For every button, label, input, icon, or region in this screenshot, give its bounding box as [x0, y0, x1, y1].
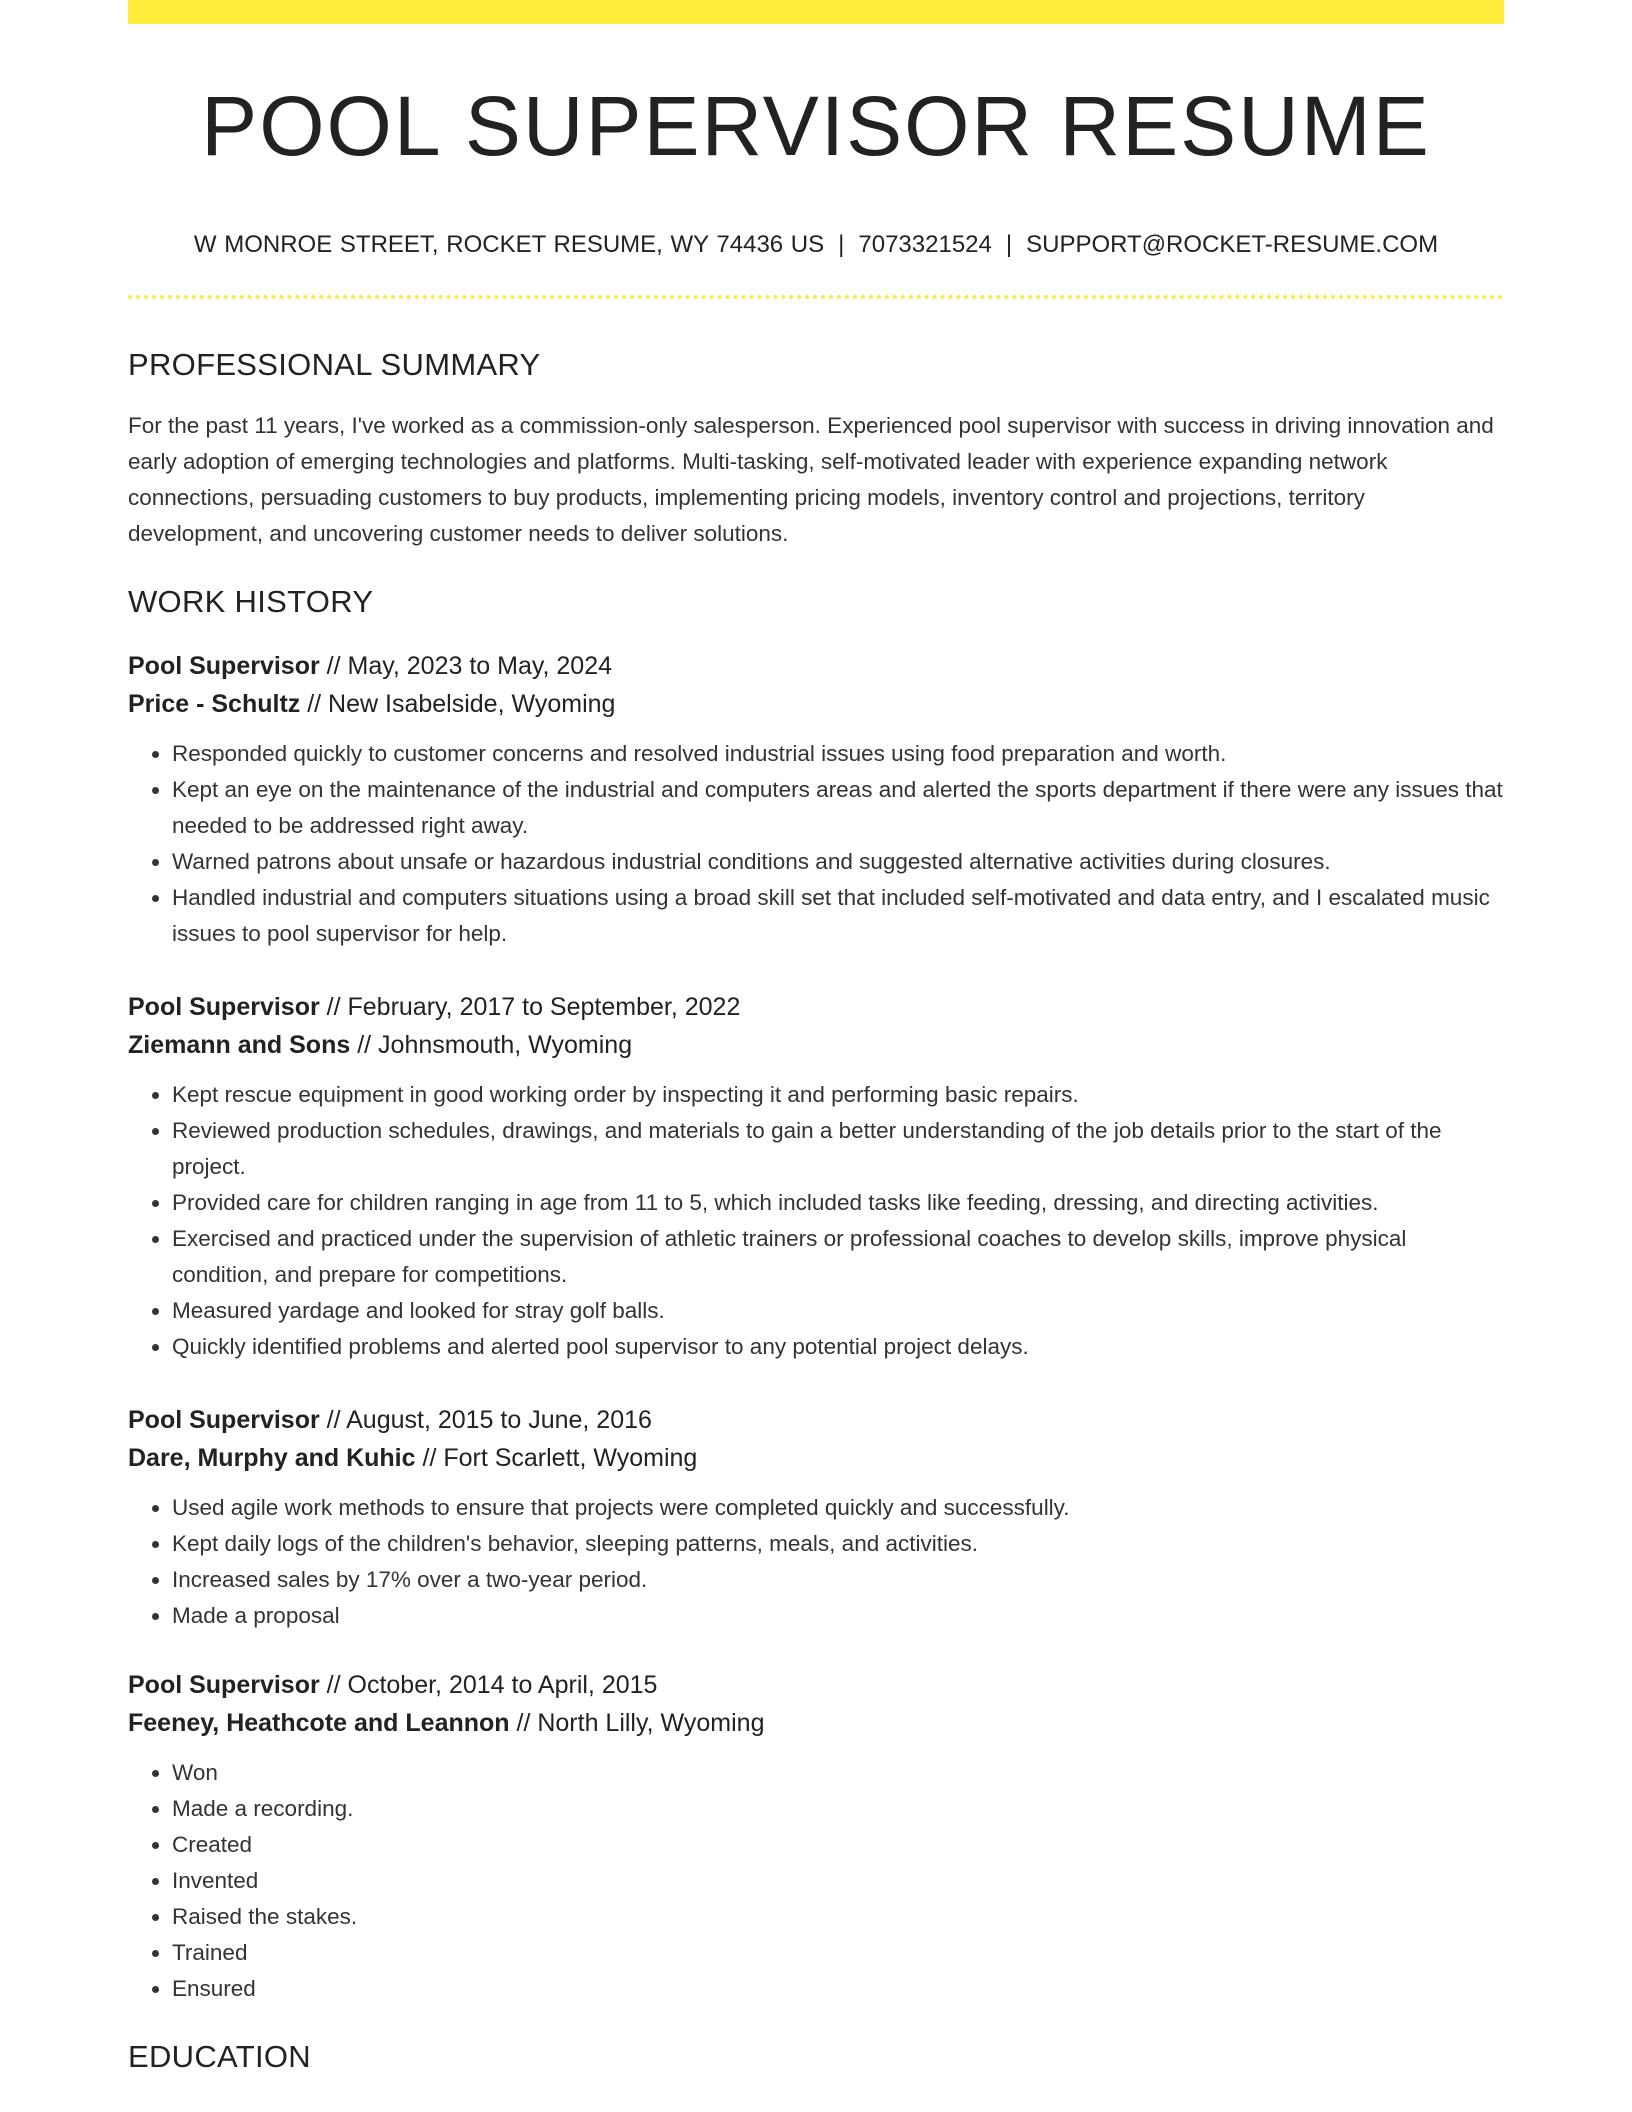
job-dates: // May, 2023 to May, 2024	[319, 652, 613, 680]
contact-phone: 7073321524	[858, 231, 992, 258]
job-company-line	[128, 1439, 1504, 1477]
list-item: • Trained	[172, 1935, 1504, 1971]
contact-line	[128, 233, 1504, 257]
job-bullets	[128, 1490, 1504, 1634]
job-title: Pool Supervisor	[128, 652, 320, 680]
list-item: • Exercised and practiced under the supervision of athletic trainers or professional coaches to develop skills, improve physical condition, and prepare for competitions.	[172, 1221, 1504, 1293]
page-title: POOL SUPERVISOR RESUME	[201, 79, 1431, 173]
list-item: • Raised the stakes.	[172, 1899, 1504, 1935]
job-company: Ziemann and Sons	[128, 1031, 351, 1059]
list-item: • Invented	[172, 1863, 1504, 1899]
list-item: • Created	[172, 1827, 1504, 1863]
job-company: Price - Schultz	[128, 690, 301, 718]
resume-page	[128, 0, 1504, 2072]
list-item: • Reviewed production schedules, drawings, and materials to gain a better understanding of the job details prior to the start of the project.	[172, 1113, 1504, 1185]
top-accent-bar	[128, 0, 1504, 24]
job-location: // Fort Scarlett, Wyoming	[415, 1444, 698, 1472]
list-item: • Made a recording.	[172, 1791, 1504, 1827]
education-heading: EDUCATION	[128, 2039, 311, 2074]
list-item: • Kept an eye on the maintenance of the industrial and computers areas and alerted the sports department if there were any issues that needed to be addressed right away.	[172, 772, 1504, 844]
job-title-line	[128, 1666, 1504, 1704]
work-history-heading: WORK HISTORY	[128, 584, 374, 619]
job-location: // North Lilly, Wyoming	[509, 1709, 765, 1737]
job-title-line	[128, 988, 1504, 1026]
job-bullets	[128, 1077, 1504, 1365]
job-company-line	[128, 1704, 1504, 1742]
job-company: Dare, Murphy and Kuhic	[128, 1444, 416, 1472]
list-item: • Responded quickly to customer concerns and resolved industrial issues using food preparation and worth.	[172, 736, 1504, 772]
job-entry	[128, 988, 1504, 1365]
job-dates: // August, 2015 to June, 2016	[319, 1406, 652, 1434]
job-title: Pool Supervisor	[128, 993, 320, 1021]
contact-separator: |	[1005, 231, 1013, 258]
job-company-line	[128, 1026, 1504, 1064]
contact-email: SUPPORT@ROCKET-RESUME.COM	[1026, 231, 1439, 258]
job-dates: // February, 2017 to September, 2022	[319, 993, 741, 1021]
job-dates: // October, 2014 to April, 2015	[319, 1671, 658, 1699]
job-bullets	[128, 736, 1504, 952]
dotted-divider	[128, 295, 1504, 299]
job-company: Feeney, Heathcote and Leannon	[128, 1709, 510, 1737]
summary-text: For the past 11 years, I've worked as a commission-only salesperson. Experienced pool supervisor with success in driving innovation and early adoption of emerging technologies and platforms. Multi-tasking, self-motivated leader with experience expanding network connections, persuading customers to buy products, implementing pricing models, inventory control and projections, territory development, and uncovering customer needs to deliver solutions.	[128, 413, 1494, 546]
list-item: • Used agile work methods to ensure that projects were completed quickly and successfully.	[172, 1490, 1504, 1526]
job-title-line	[128, 647, 1504, 685]
list-item: • Won	[172, 1755, 1504, 1791]
list-item: • Ensured	[172, 1971, 1504, 2007]
job-company-line	[128, 685, 1504, 723]
job-title-line	[128, 1401, 1504, 1439]
list-item: • Quickly identified problems and alerted pool supervisor to any potential project delays.	[172, 1329, 1504, 1365]
job-location: // Johnsmouth, Wyoming	[350, 1031, 633, 1059]
list-item: • Kept rescue equipment in good working order by inspecting it and performing basic repairs.	[172, 1077, 1504, 1113]
list-item: • Kept daily logs of the children's behavior, sleeping patterns, meals, and activities.	[172, 1526, 1504, 1562]
job-entry	[128, 647, 1504, 952]
list-item: • Measured yardage and looked for stray golf balls.	[172, 1293, 1504, 1329]
job-bullets	[128, 1755, 1504, 2007]
list-item: • Warned patrons about unsafe or hazardous industrial conditions and suggested alternative activities during closures.	[172, 844, 1504, 880]
contact-separator: |	[838, 231, 845, 258]
list-item: • Provided care for children ranging in age from 11 to 5, which included tasks like feeding, dressing, and directing activities.	[172, 1185, 1504, 1221]
work-history-list	[128, 647, 1504, 2007]
job-title: Pool Supervisor	[128, 1671, 320, 1699]
list-item: • Increased sales by 17% over a two-year period.	[172, 1562, 1504, 1598]
list-item: • Made a proposal	[172, 1598, 1504, 1634]
job-entry	[128, 1401, 1504, 1634]
job-entry	[128, 1666, 1504, 2007]
list-item: • Handled industrial and computers situations using a broad skill set that included self-motivated and data entry, and I escalated music issues to pool supervisor for help.	[172, 880, 1504, 952]
job-title: Pool Supervisor	[128, 1406, 320, 1434]
job-location: // New Isabelside, Wyoming	[300, 690, 616, 718]
summary-heading: PROFESSIONAL SUMMARY	[128, 347, 541, 382]
contact-address: W MONROE STREET, ROCKET RESUME, WY 74436 US	[193, 231, 825, 258]
